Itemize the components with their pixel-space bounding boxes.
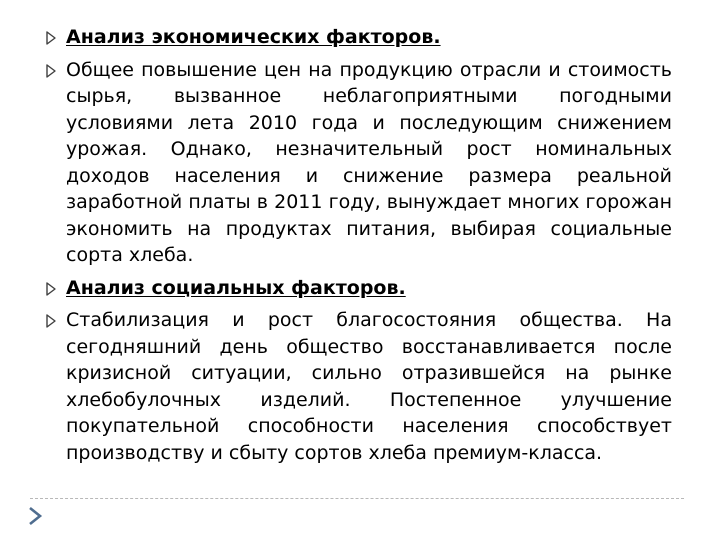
bullet-triangle-icon — [45, 31, 57, 45]
economic-factors-heading: Анализ экономических факторов. — [66, 26, 441, 48]
bullet-item-social-heading — [44, 275, 672, 302]
next-slide-arrow-icon[interactable] — [26, 506, 44, 526]
footer-divider — [30, 498, 684, 499]
bullet-item-social-text — [44, 307, 672, 466]
bullet-triangle-icon — [45, 64, 57, 78]
bullet-triangle-icon — [45, 282, 57, 296]
bullet-item-economic-text — [44, 57, 672, 269]
bullet-triangle-icon — [45, 314, 57, 328]
bullet-list — [44, 24, 672, 472]
economic-factors-text: Общее повышение цен на продукцию отрасли и стоимость сырья, вызванное неблагоприятными погодными условиями лета 2010 года и последующим снижением урожая. Однако, незначительный рост номинальных доходов населения и снижение размера реальной заработной платы в 2011 году, вынуждает многих горожан экономить на продуктах питания, выбирая социальные сорта хлеба. — [66, 58, 672, 266]
social-factors-text: Стабилизация и рост благосостояния общества. На сегодняшний день общество восстанавливается после кризисной ситуации, сильно отразившейся на рынке хлебобулочных изделий. Постепенное улучшение покупательной способности населения способствует производству и сбыту сортов хлеба премиум-класса. — [66, 309, 672, 464]
bullet-item-economic-heading — [44, 24, 672, 51]
social-factors-heading: Анализ социальных факторов. — [66, 276, 406, 299]
